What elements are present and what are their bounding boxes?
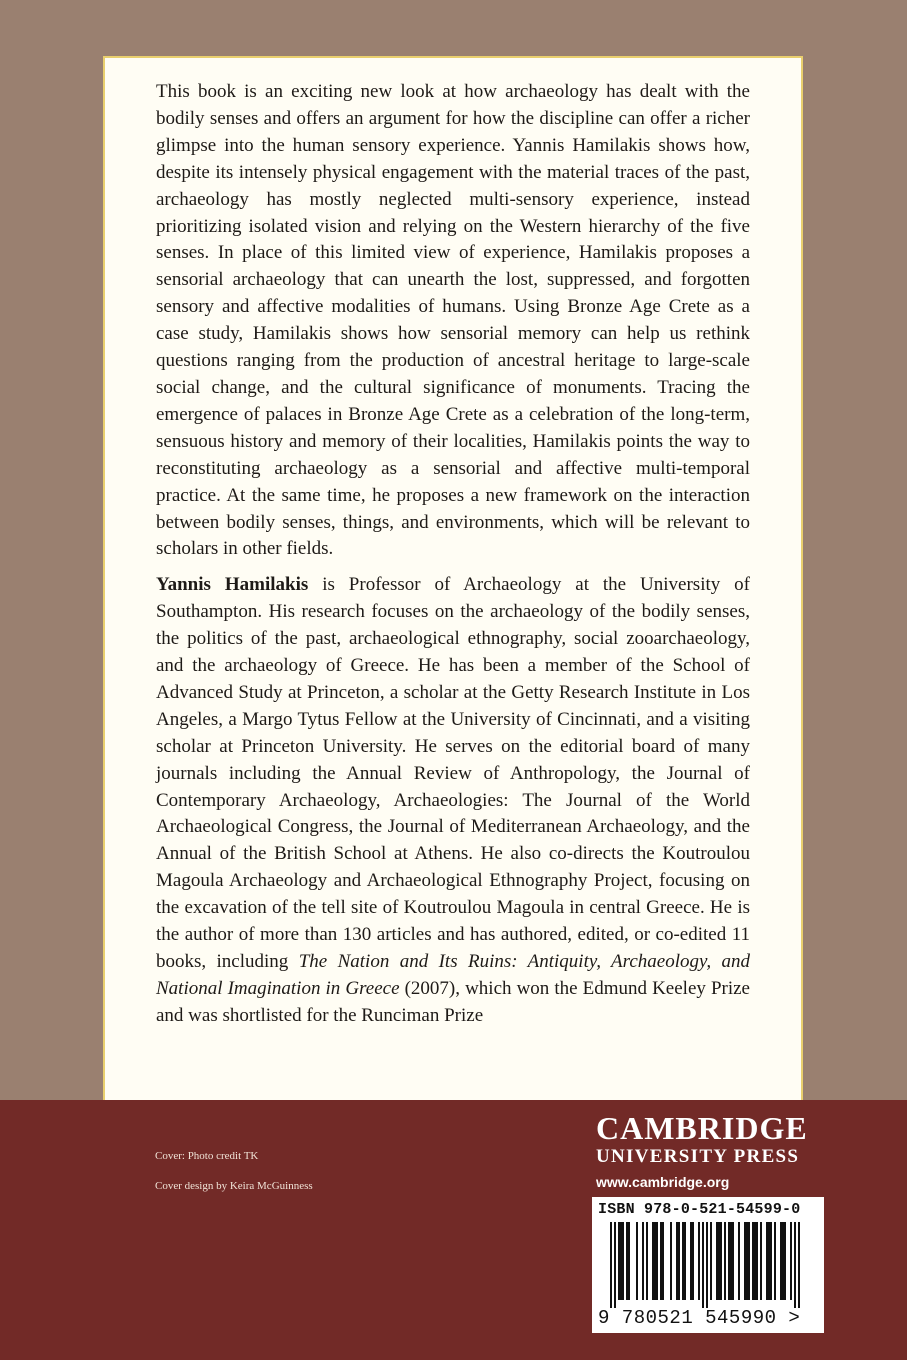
barcode-bar	[770, 1222, 772, 1300]
barcode-bar	[684, 1222, 686, 1300]
barcode-bar	[768, 1222, 770, 1300]
barcode-bar	[662, 1222, 664, 1300]
barcode-bar	[738, 1222, 740, 1300]
text-panel	[103, 56, 803, 1100]
barcode-box	[592, 1197, 824, 1333]
publisher-subtitle: UNIVERSITY PRESS	[596, 1146, 800, 1167]
barcode-bar	[646, 1222, 648, 1300]
barcode-bar	[706, 1222, 708, 1308]
barcode-bar	[636, 1222, 638, 1300]
barcode-bar	[652, 1222, 654, 1300]
barcode-bar	[670, 1222, 672, 1300]
barcode-bar	[692, 1222, 694, 1300]
barcode-bar	[744, 1222, 746, 1300]
barcode-bar	[794, 1222, 796, 1308]
barcode-bar	[790, 1222, 792, 1300]
barcode-bar	[620, 1222, 622, 1300]
barcode-bar	[760, 1222, 762, 1300]
barcode-bar	[752, 1222, 754, 1300]
barcode-bar	[660, 1222, 662, 1300]
barcode-bar	[614, 1222, 616, 1308]
text-body	[156, 79, 750, 1030]
barcode-bar	[642, 1222, 644, 1300]
design-credit: Cover design by Keira McGuinness	[155, 1180, 313, 1192]
barcode-bar	[720, 1222, 722, 1300]
barcode-bar	[756, 1222, 758, 1300]
barcode-bar	[656, 1222, 658, 1300]
isbn-label: ISBN 978-0-521-54599-0	[598, 1201, 801, 1218]
barcode-bar	[754, 1222, 756, 1300]
barcode-digits: 9 780521 545990 >	[598, 1307, 801, 1329]
author-bio-text-end: (2007), which won the Edmund Keeley Prize and was shortlisted for the Runciman Prize	[156, 977, 750, 1026]
barcode-bar	[798, 1222, 800, 1308]
barcode-bar	[626, 1222, 628, 1300]
barcode-bar	[682, 1222, 684, 1300]
photo-credit: Cover: Photo credit TK	[155, 1150, 259, 1162]
barcode-icon	[598, 1222, 818, 1308]
book-title: The Nation and Its Ruins: Antiquity, Archaeology, and National Imagination in Greece	[156, 951, 750, 999]
barcode-bar	[718, 1222, 720, 1300]
barcode-bar	[702, 1222, 704, 1308]
barcode-bar	[780, 1222, 782, 1300]
barcode-bar	[748, 1222, 750, 1300]
barcode-bar	[732, 1222, 734, 1300]
publisher-url: www.cambridge.org	[596, 1174, 730, 1190]
author-bio-text: is Professor of Archaeology at the University of Southampton. His research focuses on the archaeology of the bodily senses, the politics of the past, archaeological ethnography, social zooarchaeology, and the archaeology of Greece. He has been a member of the School of Advanced Study at Princeton, a scholar at the Getty Research Institute in Los Angeles, a Margo Tytus Fellow at the University of Cincinnati, and a visiting scholar at Princeton University. He serves on the editorial board of many journals including the Annual Review of Anthropology, the Journal of Contemporary Archaeology, Archaeologies: The Journal of the World Archaeological Congress, the Journal of Mediterranean Archaeology, and the Annual of the British School at Athens. He also co-directs the Koutroulou Magoula Archaeology and Archaeological Ethnography Project, focusing on the excavation of the tell site of Koutroulou Magoula in central Greece. He is the author of more than 130 articles and has authored, edited, or co-edited 11 books, including	[156, 574, 751, 972]
barcode-bar	[746, 1222, 748, 1300]
barcode-bar	[676, 1222, 678, 1300]
barcode-bar	[782, 1222, 784, 1300]
barcode-bar	[628, 1222, 630, 1300]
description-paragraph: This book is an exciting new look at how archaeology has dealt with the bodily senses and offers an argument for how the discipline can offer a richer glimpse into the human sensory experience. Yannis Hamilakis shows how, despite its intensely physical engagement with the material traces of the past, archaeology has mostly neglected multi-sensory experience, instead prioritizing isolated vision and relying on the Western hierarchy of the five senses. In place of this limited view of experience, Hamilakis proposes a sensorial archaeology that can unearth the lost, suppressed, and forgotten sensory and affective modalities of humans. Using Bronze Age Crete as a case study, Hamilakis shows how sensorial memory can help us rethink questions ranging from the production of ancestral heritage to large-scale social change, and the cultural significance of monuments. Tracing the emergence of palaces in Bronze Age Crete as a celebration of the long-term, sensuous history and memory of their localities, Hamilakis points the way to reconstituting archaeology as a sensorial and affective multi-temporal practice. At the same time, he proposes a new framework on the interaction between bodily senses, things, and environments, which will be relevant to scholars in other fields.	[156, 81, 750, 560]
barcode-bar	[728, 1222, 730, 1300]
barcode-bar	[716, 1222, 718, 1300]
barcode-bar	[654, 1222, 656, 1300]
author-bio-paragraph	[156, 572, 750, 1029]
barcode-bar	[710, 1222, 712, 1300]
barcode-bar	[766, 1222, 768, 1300]
barcode-bar	[678, 1222, 680, 1300]
publisher-logo	[596, 1110, 824, 1192]
barcode-bar	[724, 1222, 726, 1300]
barcode-bar	[618, 1222, 620, 1300]
barcode-bar	[622, 1222, 624, 1300]
barcode-bar	[730, 1222, 732, 1300]
barcode-bar	[698, 1222, 700, 1300]
author-name: Yannis Hamilakis	[156, 574, 309, 596]
barcode-bar	[774, 1222, 776, 1300]
barcode-bar	[690, 1222, 692, 1300]
barcode-bar	[610, 1222, 612, 1308]
publisher-name: CAMBRIDGE	[596, 1110, 808, 1146]
barcode-bar	[784, 1222, 786, 1300]
